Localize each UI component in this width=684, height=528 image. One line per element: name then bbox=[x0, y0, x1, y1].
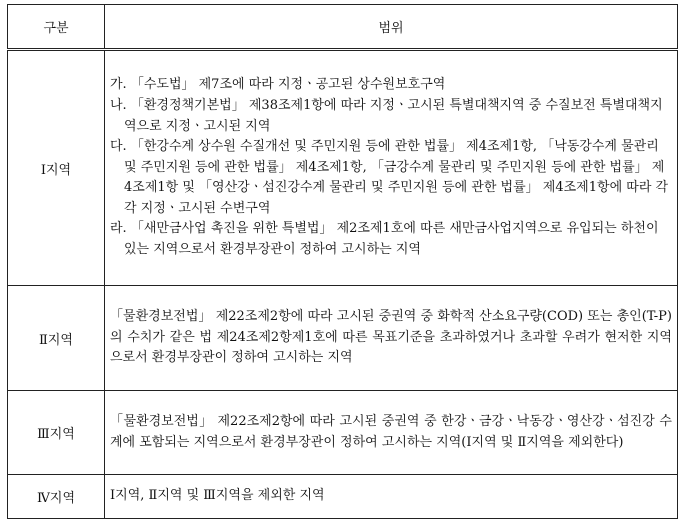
table-row-region-1 bbox=[8, 50, 678, 286]
header-category: 구분 bbox=[8, 5, 105, 50]
region-range-table bbox=[7, 4, 678, 519]
range-cell: 「물환경보전법」 제22조제2항에 따라 고시된 중권역 중 한강ㆍ금강ㆍ낙동강ㆍ영산강ㆍ섬진강 수계에 포함되는 지역으로서 환경부장관이 정하여 고시하는 지역(Ⅰ지역 및 Ⅱ지역을 제외한다) bbox=[105, 391, 678, 475]
table-row-region-3 bbox=[8, 391, 678, 475]
region-cell: Ⅱ지역 bbox=[8, 286, 105, 391]
table-row-region-4 bbox=[8, 475, 678, 519]
region-cell: Ⅲ지역 bbox=[8, 391, 105, 475]
range-cell: Ⅰ지역, Ⅱ지역 및 Ⅲ지역을 제외한 지역 bbox=[105, 475, 678, 519]
list-item: 라. 「새만금사업 촉진을 위한 특별법」 제2조제1호에 따른 새만금사업지역으로 유입되는 하천이 있는 지역으로서 환경부장관이 정하여 고시하는 지역 bbox=[110, 221, 659, 258]
header-range: 범위 bbox=[105, 5, 678, 50]
list-item: 가. 「수도법」 제7조에 따라 지정ㆍ공고된 상수원보호구역 bbox=[110, 77, 446, 93]
document-wrapper bbox=[7, 4, 677, 519]
list-item: 다. 「한강수계 상수원 수질개선 및 주민지원 등에 관한 법률」 제4조제1항, 「낙동강수계 물관리 및 주민지원 등에 관한 법률」 제4조제1항, 「금강수계 물관리 및 주민지원 등에 관한 법률」 제4조제1항 및 「영산강ㆍ섬진강수계 물관리 및 주민지원 등에 관한 법률」 제4조제1항에 따라 각각 지정ㆍ고시된 수변구역 bbox=[110, 139, 669, 216]
region-cell: Ⅳ지역 bbox=[8, 475, 105, 519]
list-item: 나. 「환경정책기본법」 제38조제1항에 따라 지정ㆍ고시된 특별대책지역 중 수질보전 특별대책지역으로 지정ㆍ고시된 지역 bbox=[110, 97, 663, 134]
range-cell: 「물환경보전법」 제22조제2항에 따라 고시된 중권역 중 화학적 산소요구량(COD) 또는 총인(T-P)의 수치가 같은 법 제24조제2항제1호에 따른 목표기준을 초과하였거나 초과할 우려가 현저한 지역으로서 환경부장관이 정하여 고시하는 지역 bbox=[105, 286, 678, 391]
table-row-region-2 bbox=[8, 286, 678, 391]
table-header-row bbox=[8, 5, 678, 50]
region-cell: Ⅰ지역 bbox=[8, 50, 105, 286]
range-cell bbox=[105, 50, 678, 286]
